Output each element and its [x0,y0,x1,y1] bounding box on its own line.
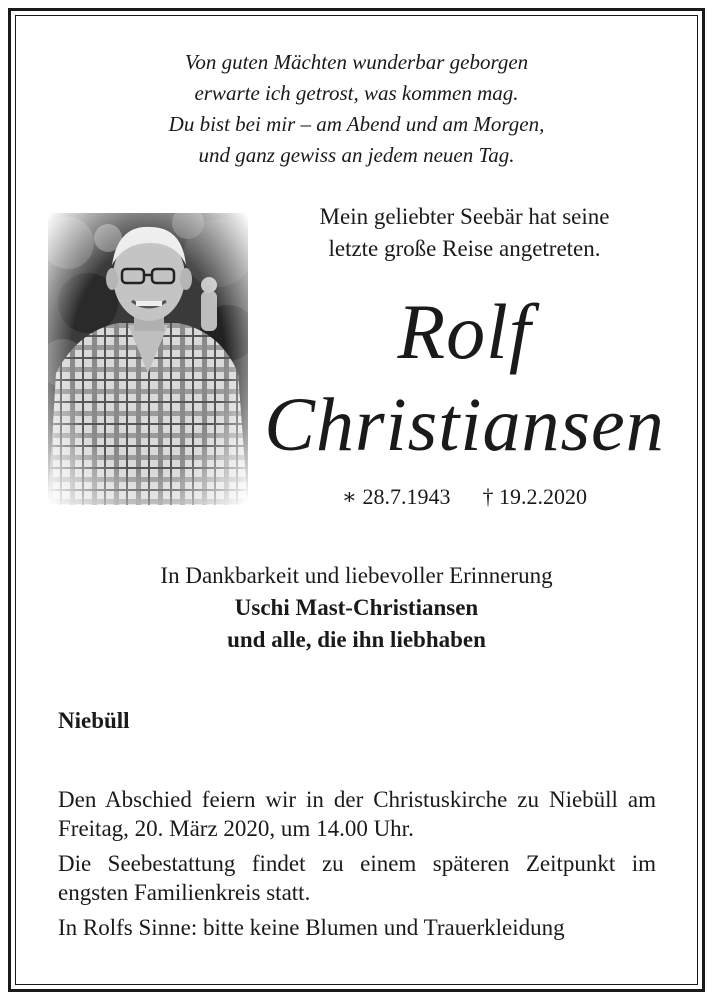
mourners-block [30,560,683,656]
service-detail-paragraph: In Rolfs Sinne: bitte keine Blumen und Trauerkleidung [58,915,565,940]
poem-line: Du bist bei mir – am Abend und am Morgen, [168,112,545,136]
deceased-last-name: Christiansen [264,383,665,467]
intro-line: Mein geliebter Seebär hat seine [319,204,610,229]
intro-text [262,201,667,265]
intro-line: letzte große Reise angetreten. [328,236,601,261]
birth-date: ∗ 28.7.1943 [342,484,451,509]
portrait-photo [48,213,248,505]
poem-line: Von guten Mächten wunderbar geborgen [184,50,529,74]
place-name: Niebüll [58,708,130,733]
service-details [58,785,656,948]
mourner-name: Uschi Mast-Christiansen [234,595,479,620]
death-date: † 19.2.2020 [482,484,587,509]
mourner-name: und alle, die ihn liebhaben [227,627,486,652]
mourners-intro: In Dankbarkeit und liebevoller Erinnerung [160,563,553,588]
life-dates [262,482,667,512]
poem-line: erwarte ich getrost, was kommen mag. [194,81,519,105]
poem [60,47,653,171]
deceased-first-name: Rolf [397,288,532,375]
portrait-illustration [48,213,248,505]
service-detail-paragraph: Den Abschied feiern wir in der Christuskirche zu Niebüll am Freitag, 20. März 2020, um 14.00 Uhr. [58,787,656,841]
service-detail-paragraph: Die Seebestattung findet zu einem späteren Zeitpunkt im engsten Familienkreis statt. [58,851,656,905]
poem-line: und ganz gewiss an jedem neuen Tag. [198,143,515,167]
